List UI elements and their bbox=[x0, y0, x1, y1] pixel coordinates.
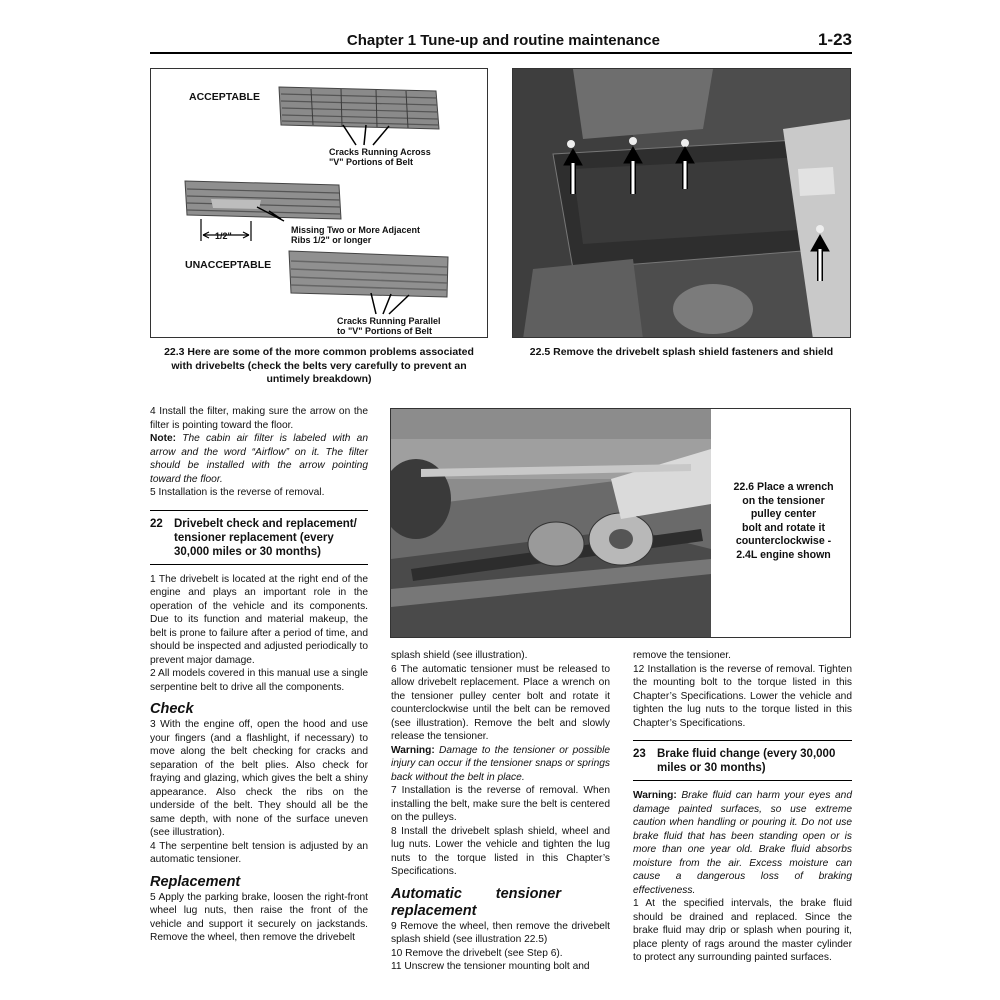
figure-22-3 bbox=[150, 68, 488, 338]
splash-shield-photo bbox=[513, 69, 851, 338]
subheading-replacement: Replacement bbox=[150, 873, 241, 890]
page-number: 1-23 bbox=[817, 30, 852, 49]
caption-22-6-line: counterclockwise - bbox=[735, 535, 832, 547]
caption-22-6-line: bolt and rotate it bbox=[742, 521, 825, 534]
column-left bbox=[150, 405, 368, 945]
warning bbox=[391, 744, 610, 785]
section-heading-22 bbox=[150, 510, 368, 565]
column-middle bbox=[391, 649, 610, 974]
half-inch-dimension: 1/2" bbox=[215, 231, 232, 241]
page-header bbox=[150, 30, 852, 54]
to-v-portions-label: to "V" Portions of Belt bbox=[337, 326, 433, 336]
warning-label: Warning: bbox=[633, 790, 677, 801]
belt-diagram bbox=[151, 69, 488, 338]
note bbox=[150, 432, 368, 486]
paragraph: 12 Installation is the reverse of removal. Tighten the mounting bolt to the torque listed in this Chapter’s Specifications. Lower the vehicle and tighten the lug nuts to the torque listed in this Chapter’s Specifications. bbox=[633, 663, 852, 729]
paragraph: 4 Install the filter, making sure the arrow on the filter is pointing toward the floor. bbox=[150, 406, 368, 431]
unacceptable-belt-illustration bbox=[289, 251, 448, 297]
paragraph: 4 The serpentine belt tension is adjusted by an automatic tensioner. bbox=[150, 840, 368, 865]
subheading-check: Check bbox=[150, 701, 194, 717]
note-label: Note: bbox=[150, 433, 177, 444]
caption-22-3-line: untimely breakdown) bbox=[266, 373, 372, 385]
ribs-half-inch-label: Ribs 1/2" or longer bbox=[291, 235, 372, 245]
cracks-parallel-label: Cracks Running Parallel bbox=[337, 316, 441, 326]
note-text: The cabin air filter is labeled with an arrow and the word “Airflow” on it. The filter should be installed with the arrow pointing toward the floor. bbox=[150, 433, 368, 485]
paragraph: 2 All models covered in this manual use a single serpentine belt to drive all the components. bbox=[150, 668, 368, 693]
warning-text: Damage to the tensioner or possible injury can occur if the tensioner snaps or springs back without the belt in place. bbox=[391, 744, 610, 783]
figure-22-6 bbox=[390, 408, 851, 638]
acceptable-label: ACCEPTABLE bbox=[189, 91, 260, 103]
section-heading-23 bbox=[633, 740, 852, 781]
paragraph: 3 With the engine off, open the hood and use your fingers (and a flashlight, if necessary) to move along the belt checking for cracks and separation of the belt plies. Also check for fraying and glazing, which gives the belt a shiny appearance. Also check the ribs on the underside of the belt. They should all be the same depth, with none of the surface uneven (see illustration). bbox=[150, 719, 368, 838]
paragraph: 1 At the specified intervals, the brake fluid should be drained and replaced. Since the brake fluid may drip or splash when pouring it, place plenty of rags around the master cylinder to protect any surrounding painted surfaces. bbox=[633, 898, 852, 963]
caption-22-3-line: with drivebelts (check the belts very carefully to prevent an bbox=[171, 359, 467, 372]
paragraph: 5 Apply the parking brake, loosen the right-front wheel lug nuts, then raise the front of the vehicle and support it securely on jackstands. Remove the wheel, then remove the drivebelt bbox=[150, 891, 368, 943]
acceptable-belt-illustration bbox=[279, 87, 439, 129]
caption-22-5: 22.5 Remove the drivebelt splash shield fasteners and shield bbox=[529, 346, 834, 358]
column-right bbox=[633, 649, 852, 965]
section-number: 22 bbox=[150, 517, 163, 530]
section-title: Drivebelt check and replacement/ tensioner replacement (every 30,000 miles or 30 months) bbox=[174, 517, 357, 558]
section-number: 23 bbox=[633, 748, 646, 760]
subheading-automatic-tensioner: Automatic tensioner replacement bbox=[391, 885, 561, 919]
paragraph: 10 Remove the drivebelt (see Step 6). bbox=[391, 947, 563, 959]
caption-22-6-line: on the tensioner bbox=[742, 494, 825, 507]
chapter-title: Chapter 1 Tune-up and routine maintenance bbox=[346, 32, 660, 49]
paragraph: 8 Install the drivebelt splash shield, wheel and lug nuts. Lower the vehicle and tighten the lug nuts to the torque listed in this Chapter’s Specifications. bbox=[391, 825, 610, 877]
caption-22-6 bbox=[721, 481, 846, 562]
paragraph: 9 Remove the wheel, then remove the drivebelt splash shield (see illustration 22.5) bbox=[391, 920, 610, 945]
v-portions-label: "V" Portions of Belt bbox=[329, 157, 414, 167]
caption-22-3-line: 22.3 Here are some of the more common problems associated bbox=[164, 346, 474, 358]
caption-22-6-line: pulley center bbox=[750, 508, 817, 520]
tensioner-photo bbox=[391, 409, 711, 638]
warning-text: Brake fluid can harm your eyes and damage painted surfaces, so use extreme caution when handling or pouring it. Do not use brake fluid that has been standing open or is more than one year old. Brake fluid absorbs moisture from the air. Excess moisture can cause a dangerous loss of braking effectiveness. bbox=[633, 790, 852, 896]
section-title: Brake fluid change (every 30,000 miles or 30 months) bbox=[657, 748, 836, 774]
caption-22-6-line: 22.6 Place a wrench bbox=[733, 481, 834, 493]
caption-22-6-line: 2.4L engine shown bbox=[736, 548, 831, 561]
paragraph: 5 Installation is the reverse of removal. bbox=[150, 487, 325, 498]
cracks-across-label: Cracks Running Across bbox=[329, 147, 431, 157]
missing-ribs-belt-illustration bbox=[185, 181, 341, 219]
caption-22-3 bbox=[150, 346, 488, 387]
paragraph: 6 The automatic tensioner must be released to allow drivebelt replacement. Place a wrench on the tensioner pulley center bolt and rotate it counterclockwise until the belt can be removed (see illustration). Remove the belt and slowly release the tensioner. bbox=[391, 663, 610, 742]
paragraph: 11 Unscrew the tensioner mounting bolt and bbox=[391, 961, 590, 972]
missing-ribs-label: Missing Two or More Adjacent bbox=[291, 225, 421, 235]
paragraph: 1 The drivebelt is located at the right end of the engine and plays an important role in the operation of the vehicle and its components. Due to its function and material makeup, the belt is prone to failure after a period of time, and should be inspected and adjusted periodically to prevent major damage. bbox=[150, 573, 368, 666]
paragraph: remove the tensioner. bbox=[633, 650, 731, 661]
figure-22-5 bbox=[512, 68, 851, 338]
paragraph: splash shield (see illustration). bbox=[391, 650, 528, 661]
warning bbox=[633, 789, 852, 897]
warning-label: Warning: bbox=[391, 744, 435, 756]
paragraph: 7 Installation is the reverse of removal. When installing the belt, make sure the belt is centered on the pulleys. bbox=[391, 785, 610, 823]
unacceptable-label: UNACCEPTABLE bbox=[185, 259, 272, 271]
